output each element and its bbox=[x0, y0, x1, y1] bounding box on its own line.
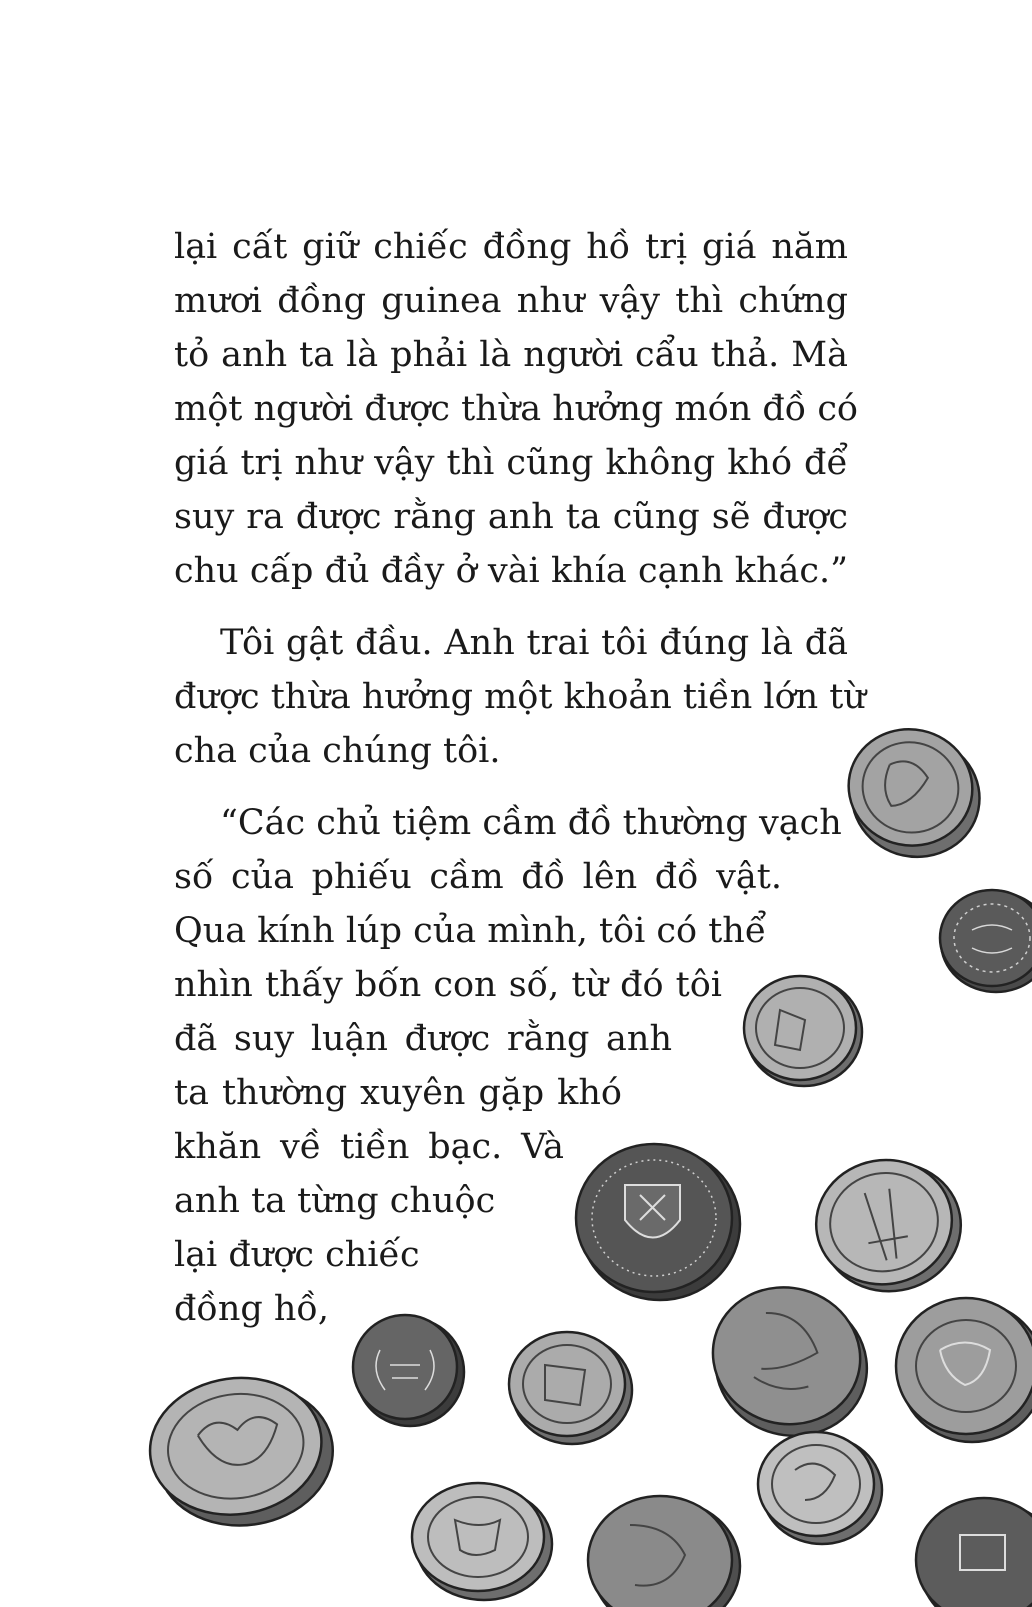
coin-illustration bbox=[588, 1496, 740, 1607]
text-line: lại cất giữ chiếc đồng hồ trị giá năm bbox=[174, 227, 848, 267]
coin-illustration bbox=[836, 718, 992, 869]
text-line: đã suy luận được rằng anh bbox=[174, 1019, 672, 1059]
text-line: anh ta từng chuộc bbox=[174, 1181, 496, 1221]
text-line: đồng hồ, bbox=[174, 1289, 329, 1329]
coin-illustration bbox=[141, 1366, 342, 1538]
text-line: suy ra được rằng anh ta cũng sẽ được bbox=[174, 497, 848, 537]
coin-illustration bbox=[412, 1483, 552, 1600]
coin-illustration bbox=[576, 1144, 740, 1300]
coin-illustration bbox=[758, 1432, 882, 1544]
text-line: số của phiếu cầm đồ lên đồ vật. bbox=[174, 857, 782, 897]
coin-illustration bbox=[896, 1298, 1032, 1442]
coin-illustration bbox=[353, 1315, 464, 1426]
text-line: tỏ anh ta là phải là người cẩu thả. Mà bbox=[174, 335, 848, 375]
coin-illustration bbox=[940, 890, 1032, 992]
text-line: cha của chúng tôi. bbox=[174, 731, 501, 771]
coin-illustration bbox=[916, 1498, 1032, 1607]
text-line: giá trị như vậy thì cũng không khó để bbox=[174, 443, 848, 483]
text-line: Qua kính lúp của mình, tôi có thể bbox=[174, 911, 767, 951]
text-line: ta thường xuyên gặp khó bbox=[174, 1073, 622, 1113]
coin-illustration bbox=[509, 1332, 632, 1444]
text-line: “Các chủ tiệm cầm đồ thường vạch bbox=[220, 803, 842, 843]
text-line: một người được thừa hưởng món đồ có bbox=[174, 389, 858, 429]
text-line: mươi đồng guinea như vậy thì chứng bbox=[174, 281, 848, 321]
text-line: chu cấp đủ đầy ở vài khía cạnh khác.” bbox=[174, 551, 848, 591]
text-line: lại được chiếc bbox=[174, 1235, 420, 1275]
coin-illustration bbox=[744, 976, 862, 1086]
coin-illustration bbox=[695, 1271, 884, 1453]
text-line: được thừa hưởng một khoản tiền lớn từ bbox=[174, 677, 866, 717]
text-line: khăn về tiền bạc. Và bbox=[174, 1127, 564, 1167]
text-line: nhìn thấy bốn con số, từ đó tôi bbox=[174, 965, 722, 1005]
text-line: Tôi gật đầu. Anh trai tôi đúng là đã bbox=[220, 623, 848, 663]
coin-illustration bbox=[806, 1148, 971, 1303]
